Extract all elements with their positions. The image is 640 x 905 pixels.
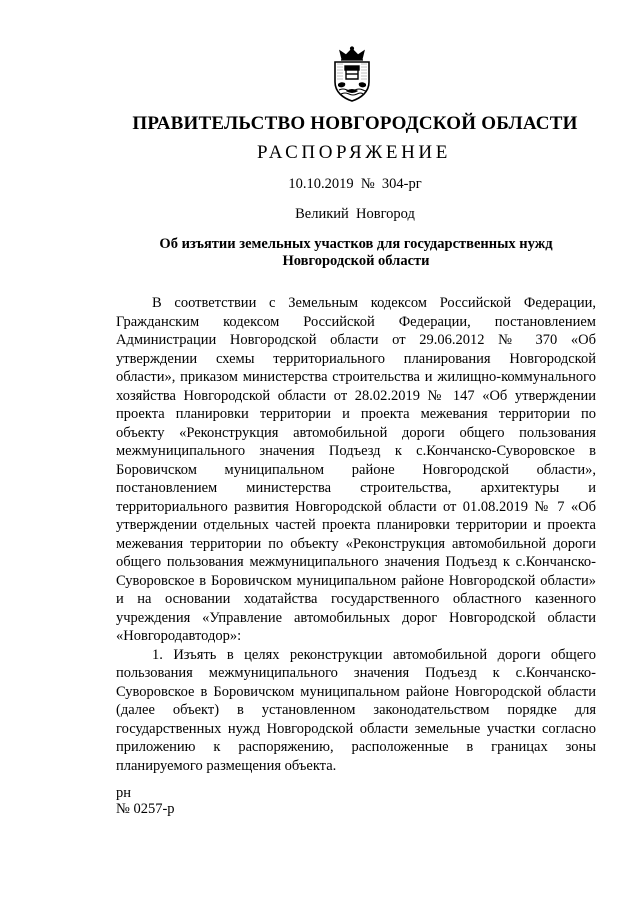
footer-initials: рн: [116, 785, 132, 801]
coat-of-arms-icon: [326, 46, 378, 104]
document-body: [116, 294, 596, 775]
document-type: РАСПОРЯЖЕНИЕ: [257, 142, 451, 163]
city: Великий Новгород: [295, 206, 415, 222]
document-subject: Об изъятии земельных участков для государственных нужд Новгородской области: [159, 236, 553, 269]
footer-registration-number: № 0257-р: [116, 801, 175, 817]
footer-registration: [116, 785, 175, 817]
paragraph-item-1: 1. Изъять в целях реконструкции автомобильной дороги общего пользования межмуниципального значения Подъезд к с.Кончанско-Суворовское в Боровичском муниципальном районе Новгородской области (далее объект) в установленном законодательством порядке для государственных нужд Новгородской области земельные участки согласно приложению к распоряжению, расположенные в границах зоны планируемого размещения объекта.: [116, 646, 596, 774]
crown-icon: [340, 47, 364, 60]
document-date-number: 10.10.2019 № 304-рг: [288, 176, 422, 192]
organization-title: ПРАВИТЕЛЬСТВО НОВГОРОДСКОЙ ОБЛАСТИ: [132, 113, 578, 134]
paragraph-preamble: В соответствии с Земельным кодексом Российской Федерации, Гражданским кодексом Российской Федерации, постановлением Администрации Новгородской области от 29.06.2012 № 370 «Об утверждении схемы территориального планирования Новгородской области», приказом министерства строительства и жилищно-коммунального хозяйства Новгородской области от 28.02.2019 № 147 «Об утверждении проекта планировки территории и проекта межевания территории по объекту «Реконструкция автомобильной дороги общего пользования межмуниципального значения Подъезд к с.Кончанско-Суворовское в Боровичском муниципальном районе Новгородской области», постановлением министерства строительства, архитектуры и территориального развития Новгородской области от 01.08.2019 № 7 «Об утверждении отдельных частей проекта планировки территории и проекта межевания территории по объекту «Реконструкция автомобильной дороги общего пользования межмуниципального значения Подъезд к с.Кончанско-Суворовское в Боровичском муниципальном районе Новгородской области» и на основании ходатайства государственного областного казенного учреждения «Управление автомобильных дорог Новгородской области «Новгородавтодор»:: [116, 295, 596, 644]
